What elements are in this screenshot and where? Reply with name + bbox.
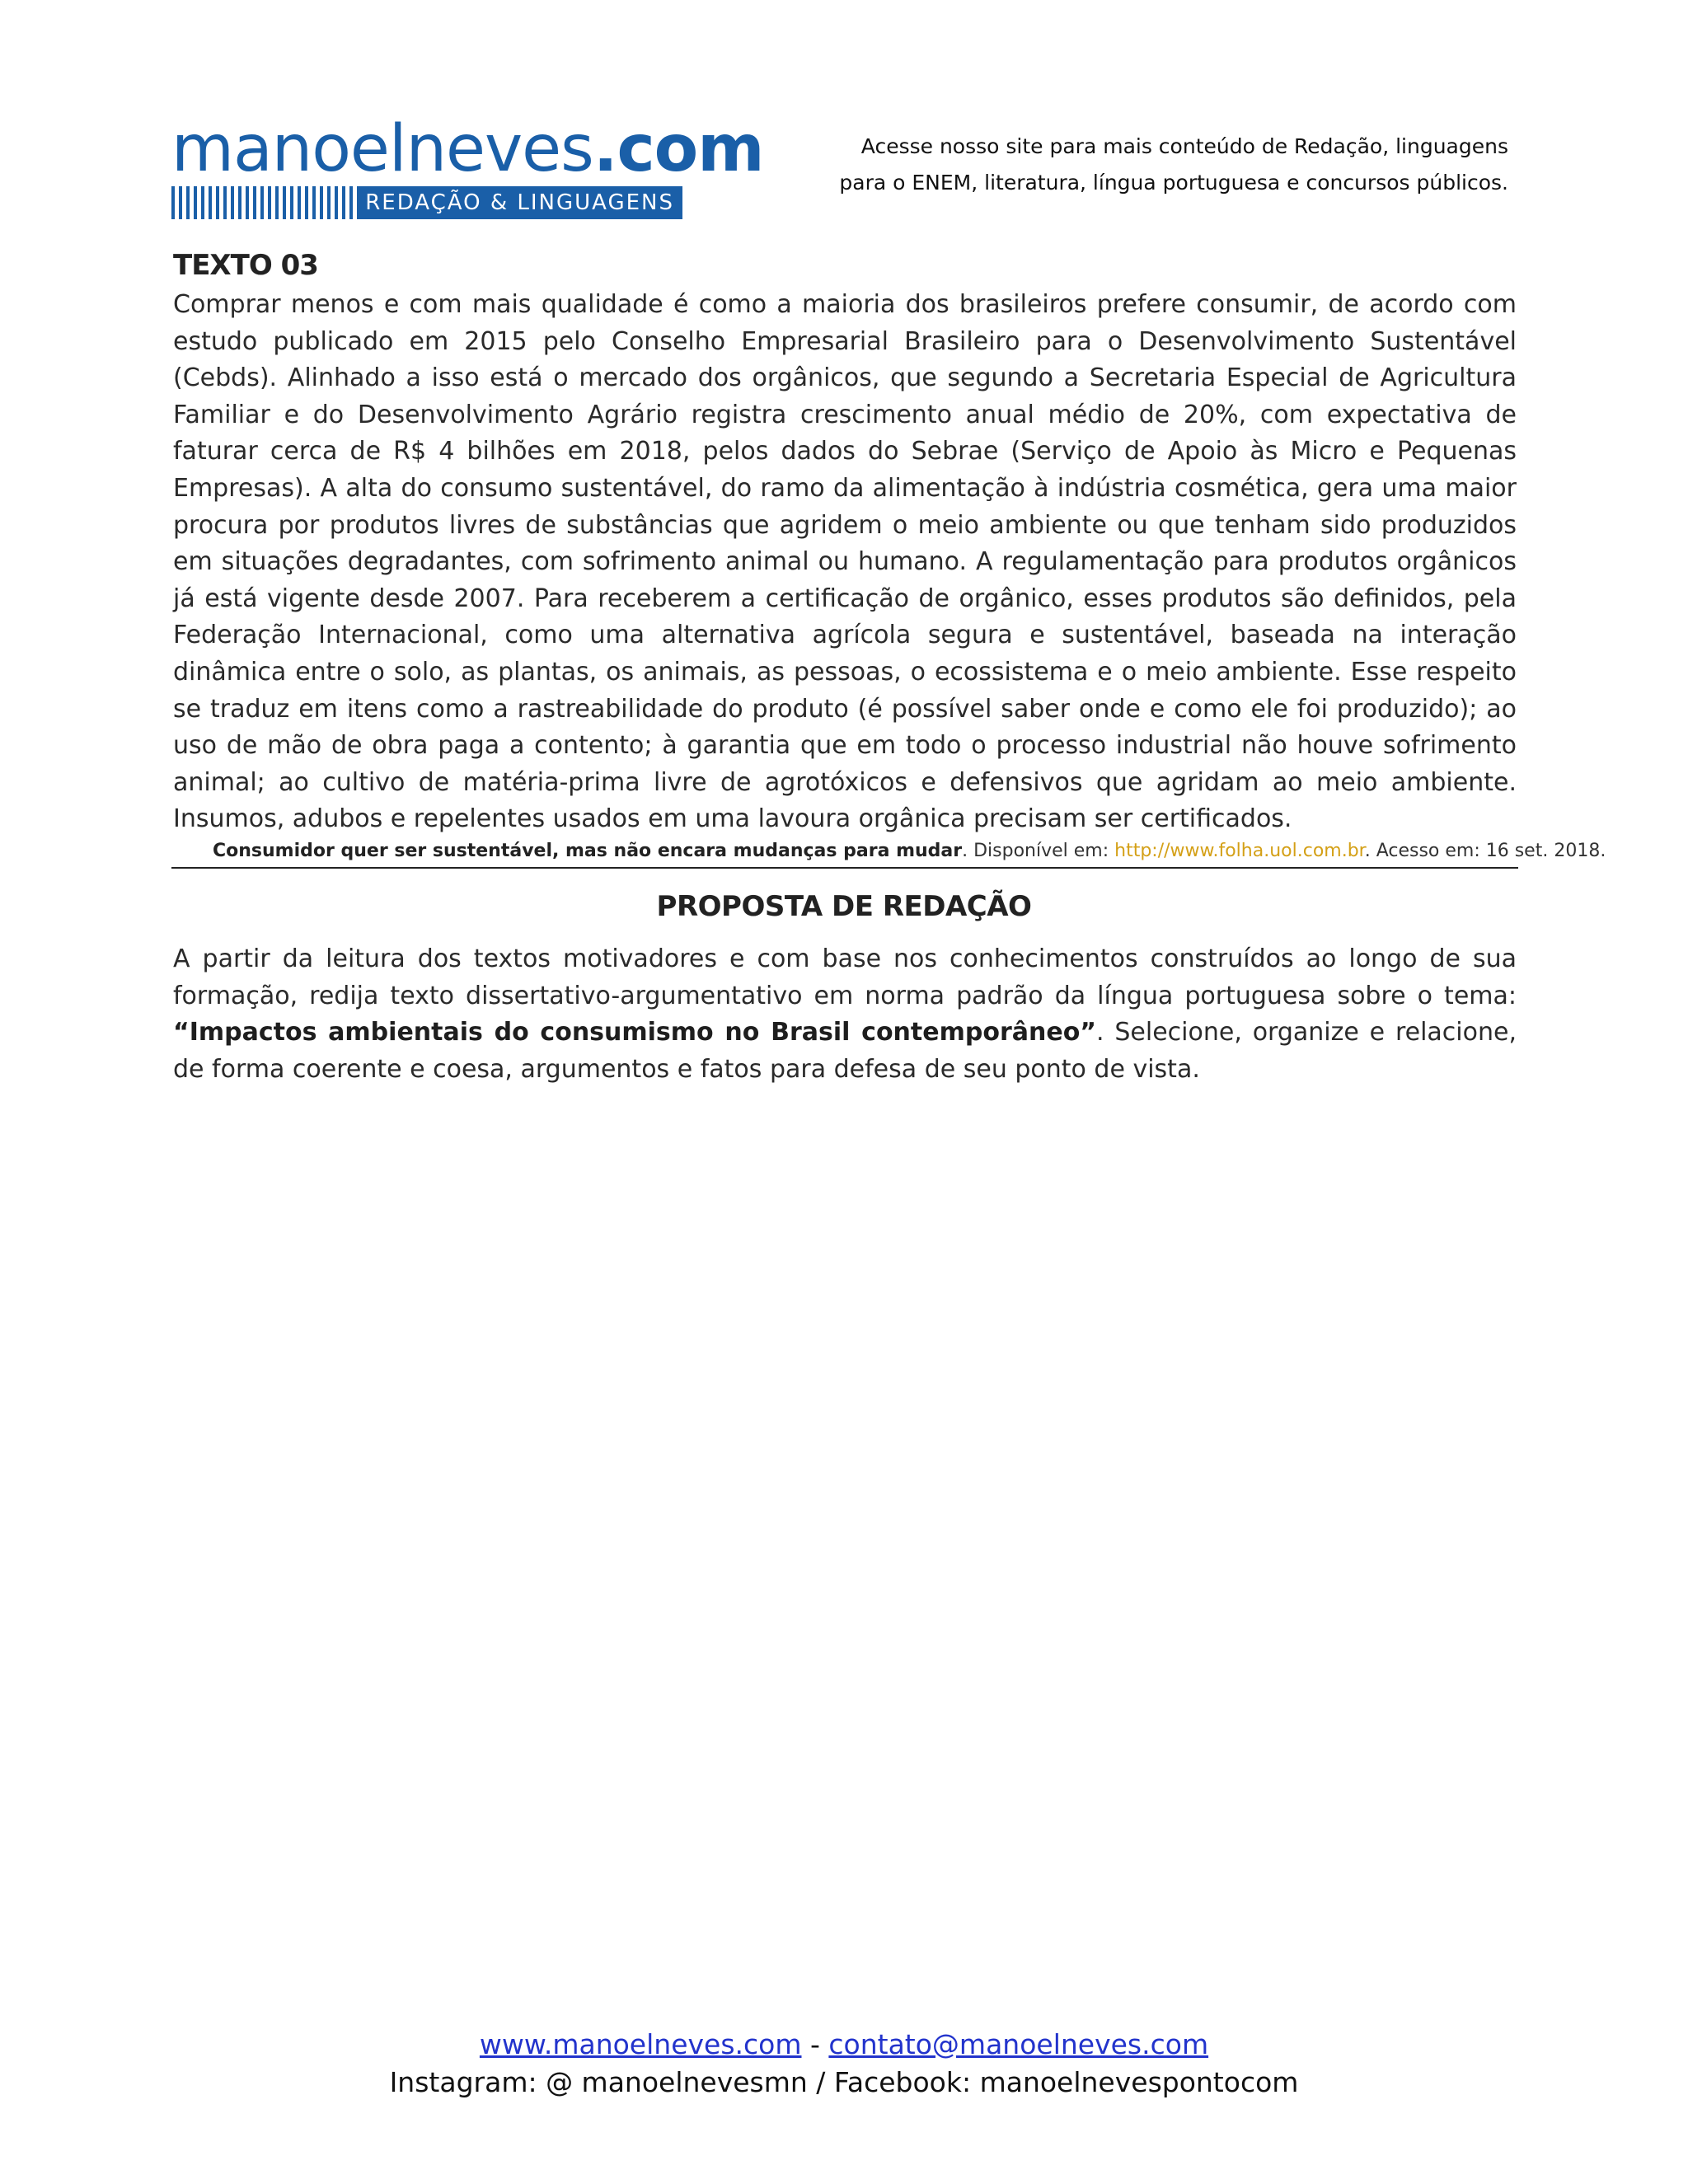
site-logo — [171, 112, 764, 219]
footer-email-link[interactable]: contato@manoelneves.com — [828, 2028, 1209, 2060]
proposta-text-before: A partir da leitura dos textos motivadores e com base nos conhecimentos construídos ao longo de sua formação, redija texto dissertativo-argumentativo em norma padrão da língua portuguesa sobre o tema: — [173, 944, 1517, 1010]
section-divider — [171, 867, 1518, 869]
texto-body: Comprar menos e com mais qualidade é como a maioria dos brasileiros prefere consumir, de acordo com estudo publicado em 2015 pelo Conselho Empresarial Brasileiro para o Desenvolvimento Sustentável (Cebds). Alinhado a isso está o mercado dos orgânicos, que segundo a Secretaria Especial de Agricultura Familiar e do Desenvolvimento Agrário registra crescimento anual médio de 20%, com expectativa de faturar cerca de R$ 4 bilhões em 2018, pelos dados do Sebrae (Serviço de Apoio às Micro e Pequenas Empresas). A alta do consumo sustentável, do ramo da alimentação à indústria cosmética, gera uma maior procura por produtos livres de substâncias que agridem o meio ambiente ou que tenham sido produzidos em situações degradantes, com sofrimento animal ou humano. A regulamentação para produtos orgânicos já está vigente desde 2007. Para receberem a certificação de orgânico, esses produtos são definidos, pela Federação Internacional, como uma alternativa agrícola segura e sustentável, baseada na interação dinâmica entre o solo, as plantas, os animais, as pessoas, o ecossistema e o meio ambiente. Esse respeito se traduz em itens como a rastreabilidade do produto (é possível saber onde e como ele foi produzido); ao uso de mão de obra paga a contento; à garantia que em todo o processo industrial não houve sofrimento animal; ao cultivo de matéria-prima livre de agrotóxicos e defensivos que agridam ao meio ambiente. Insumos, adubos e repelentes usados em uma lavoura orgânica precisam ser certificados. — [173, 290, 1517, 834]
footer-site-link[interactable]: www.manoelneves.com — [479, 2028, 802, 2060]
header-note-line2: para o ENEM, literatura, língua portuguesa e concursos públicos. — [839, 171, 1508, 194]
page-footer — [0, 2026, 1688, 2102]
logo-tagline: REDAÇÃO & LINGUAGENS — [357, 186, 682, 219]
source-access: . Acesso em: 16 set. 2018. — [1364, 841, 1606, 861]
logo-wordmark — [171, 112, 764, 186]
proposta-theme: “Impactos ambientais do consumismo no Brasil contemporâneo” — [173, 1018, 1097, 1047]
logo-stripes-graphic — [171, 186, 357, 219]
texto-title: TEXTO 03 — [173, 249, 318, 282]
logo-main-text: manoelneves — [171, 112, 593, 186]
proposta-text-after: . Selecione, organize e relacione, de forma coerente e coesa, argumentos e fatos para defesa de seu ponto de vista. — [173, 1018, 1517, 1084]
footer-social: Instagram: @ manoelnevesmn / Facebook: manoelnevespontocom — [389, 2066, 1299, 2098]
source-available: . Disponível em: — [962, 841, 1115, 861]
header-note-line1: Acesse nosso site para mais conteúdo de Redação, linguagens — [860, 134, 1508, 158]
header-note — [791, 129, 1508, 201]
source-link[interactable]: http://www.folha.uol.com.br — [1114, 841, 1365, 861]
logo-bar — [171, 186, 682, 219]
proposta-title: PROPOSTA DE REDAÇÃO — [656, 890, 1032, 923]
footer-separator: - — [801, 2028, 829, 2060]
logo-suffix-text: .com — [593, 112, 764, 186]
texto-source — [213, 839, 1606, 864]
footer-links — [0, 2026, 1688, 2064]
source-title: Consumidor quer ser sustentável, mas não encara mudanças para mudar — [213, 841, 963, 861]
proposta-text — [173, 941, 1517, 1088]
